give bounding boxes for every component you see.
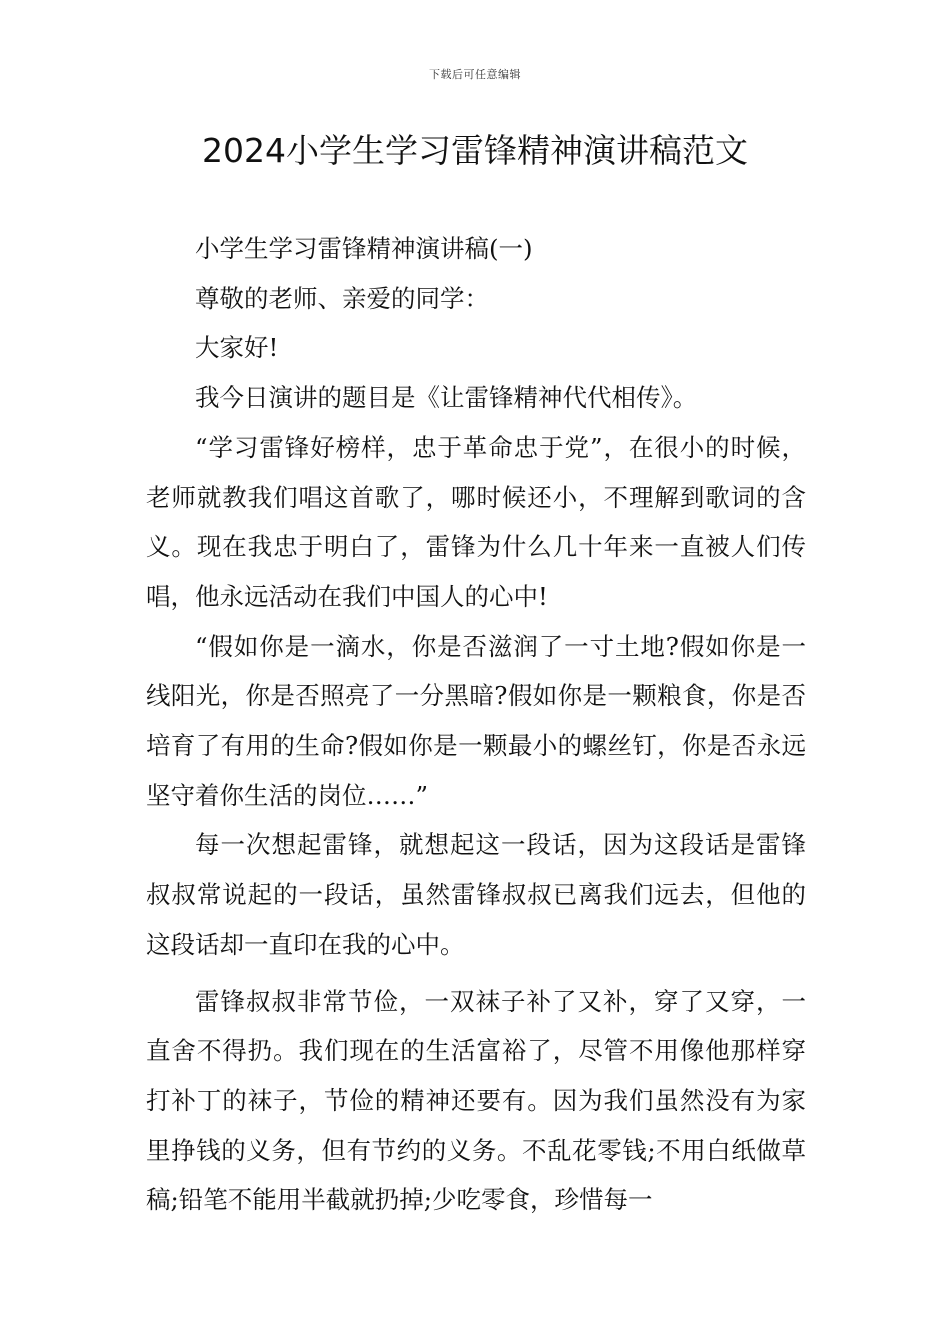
document-body — [146, 224, 806, 1225]
paragraph-memory: 每一次想起雷锋，就想起这一段话，因为这段话是雷锋叔叔常说起的一段话，虽然雷锋叔叔已离我们远去，但他的这段话却一直印在我的心中。 — [146, 830, 806, 959]
paragraph-song: “学习雷锋好榜样，忠于革命忠于党”，在很小的时候，老师就教我们唱这首歌了，哪时候还小，不理解到歌词的含义。现在我忠于明白了，雷锋为什么几十年来一直被人们传唱，他永远活动在我们中国人的心中! — [146, 432, 806, 611]
paragraph-greeting: 大家好! — [195, 333, 279, 363]
paragraph-topic: 我今日演讲的题目是《让雷锋精神代代相传》。 — [195, 383, 698, 413]
header-note: 下载后可任意编辑 — [429, 68, 521, 81]
paragraph-salutation: 尊敬的老师、亲爱的同学： — [195, 283, 489, 313]
paragraph-subtitle: 小学生学习雷锋精神演讲稿(一) — [195, 234, 533, 263]
paragraph-frugality: 雷锋叔叔非常节俭，一双袜子补了又补，穿了又穿，一直舍不得扔。我们现在的生活富裕了，尽管不用像他那样穿打补丁的袜子，节俭的精神还要有。因为我们虽然没有为家里挣钱的义务，但有节约的义务。不乱花零钱;不用白纸做草稿;铅笔不能用半截就扔掉;少吃零食，珍惜每一 — [146, 986, 806, 1215]
paragraph-quote: “假如你是一滴水，你是否滋润了一寸土地?假如你是一线阳光，你是否照亮了一分黑暗?假如你是一颗粮食，你是否培育了有用的生命?假如你是一颗最小的螺丝钉，你是否永远坚守着你生活的岗位……” — [146, 631, 806, 810]
document-title: 2024小学生学习雷锋精神演讲稿范文 — [202, 131, 748, 170]
